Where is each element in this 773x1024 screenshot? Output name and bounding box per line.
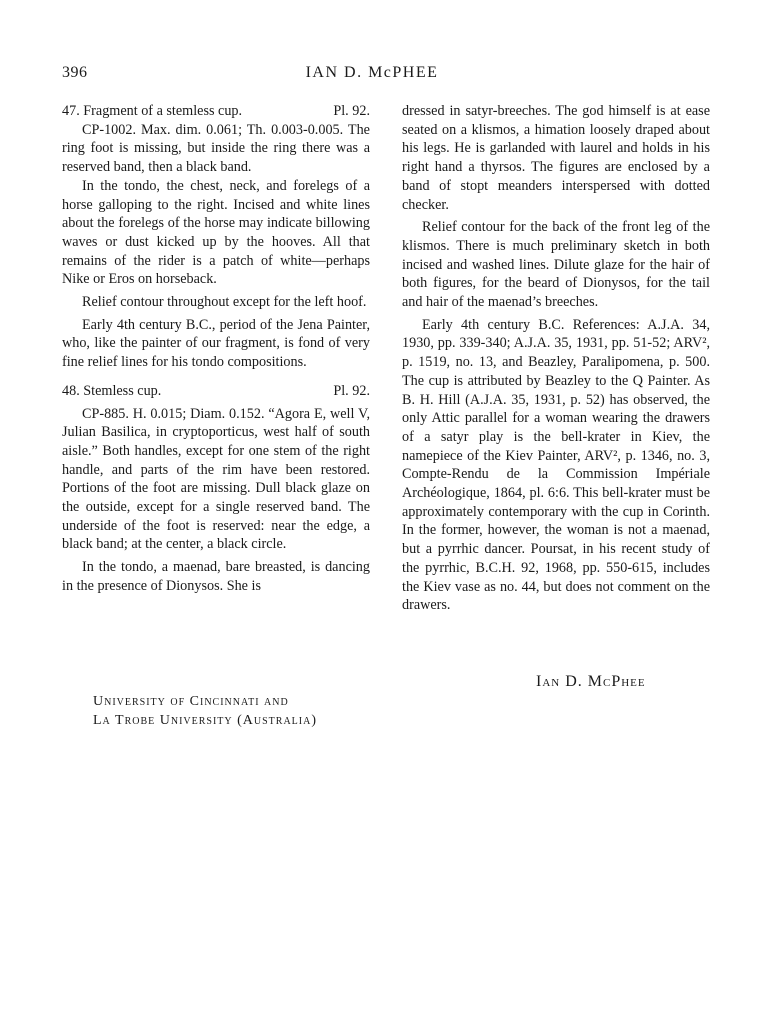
entry-48-paragraph: In the tondo, a maenad, bare breasted, is dancing in the presence of Dionysos. She is [62, 559, 370, 594]
right-paragraph: dressed in satyr-breeches. The god himself is at ease seated on a klismos, a himation loosely draped about his legs. He is garlanded with laurel and holds in his right hand a thyrsos. The figures are enclosed by a band of stopt meanders interspersed with dotted checker. [402, 103, 710, 213]
left-column [62, 102, 370, 596]
entry-47-paragraph: In the tondo, the chest, neck, and forelegs of a horse galloping to the right. Incised and white lines about the forelegs of the horse may indicate billowing waves or dust kicked up by the hooves. All that remains of the rider is a patch of white—perhaps Nike or Eros on horseback. [62, 177, 370, 288]
page-header [62, 64, 682, 88]
right-paragraph: Relief contour for the back of the front leg of the klismos. There is much preliminary sketch in both incised and washed lines. Dilute glaze for the hair of both figures, for the beard of Dionysos, for the tail and hair of the maenad’s breeches. [402, 219, 710, 311]
page-number: 396 [62, 64, 88, 81]
entry-48-paragraph: CP-885. H. 0.015; Diam. 0.152. “Agora E, well V, Julian Basilica, in cryptoporticus, west half of south aisle.” Both handles, except for one stem of the right handle, and parts of the rim have been restored. Portions of the foot are missing. Dull black glaze on the outside, except for a single reserved band. The underside of the foot is reserved: near the edge, a black band; at the center, a black circle. [62, 405, 370, 553]
entry-47-paragraph: CP-1002. Max. dim. 0.061; Th. 0.003-0.005. The ring foot is missing, but inside the ring there was a reserved band, then a black band. [62, 121, 370, 176]
affiliation-line: University of Cincinnati and [93, 694, 289, 709]
right-column [402, 102, 710, 615]
entry-48-plate: Pl. 92. [333, 382, 370, 399]
author-affiliation [93, 692, 317, 730]
right-paragraph: Early 4th century B.C. References: A.J.A. 34, 1930, pp. 339-340; A.J.A. 35, 1931, pp. 51-52; ARV², p. 1519, no. 13, and Beazley, Paralipomena, p. 500. The cup is attributed by Beazley to the Q Painter. As B. H. Hill (A.J.A. 35, 1931, p. 52) has observed, the only Attic parallel for a woman wearing the drawers of a satyr play is the bell-krater in Kiev, the namepiece of the Kiev Painter, ARV², p. 1346, no. 3, Compte-Rendu de la Commission Impériale Archéologique, 1864, pl. 6:6. This bell-krater must be approximately contemporary with the cup in Corinth. In the former, however, the woman is not a maenad, but a pyrrhic dancer. Poursat, in his recent study of the pyrrhic, B.C.H. 92, 1968, pp. 550-615, includes the Kiev vase as no. 44, but does not comment on the drawers. [402, 316, 710, 614]
entry-47-paragraph: Relief contour throughout except for the left hoof. [82, 294, 367, 311]
author-signoff: Ian D. McPhee [536, 673, 646, 690]
entry-47-plate: Pl. 92. [333, 103, 370, 119]
entry-47-heading [62, 102, 370, 121]
entry-48-heading [62, 382, 370, 401]
affiliation-line: La Trobe University (Australia) [93, 713, 318, 728]
entry-48-title: 48. Stemless cup. [62, 382, 162, 399]
entry-47-paragraph: Early 4th century B.C., period of the Jena Painter, who, like the painter of our fragment, is fond of very fine relief lines for his tondo compositions. [62, 316, 370, 371]
entry-47-title: 47. Fragment of a stemless cup. [62, 103, 243, 119]
running-head: IAN D. McPHEE [305, 64, 439, 81]
